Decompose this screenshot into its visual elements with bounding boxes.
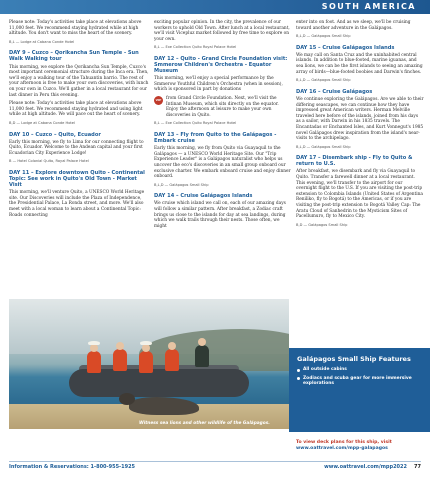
- vip-note: [154, 96, 292, 118]
- day-12-text: This morning, we'll enjoy a special performance by the Smmerow Youthful Children's Orchestra (when in session), which is sponsored in part by donations: [154, 76, 283, 93]
- bullet-icon: [297, 369, 300, 372]
- sea-lion-body: [129, 397, 199, 415]
- features-list: [297, 367, 422, 387]
- feature-item: [297, 367, 422, 373]
- intro-paragraph: Please note: Today's activities take place at elevations above 11,000 feet. We recommend staying hydrated while at high altitude. You don't want to miss the heart of the scenery.: [9, 20, 142, 37]
- passenger-hat: [88, 341, 100, 345]
- features-title: Galápagos Small Ship Features: [297, 355, 411, 363]
- day-10-heading: DAY 10 – Cuzco – Quito, Ecuador: [9, 131, 101, 138]
- photo-caption: Witness sea lions and other wildlife of the Galápagos.: [139, 421, 270, 426]
- meal-meta: B,L — Exe Collection Quito Royal Palace Hotel: [154, 45, 237, 50]
- reservations-phone[interactable]: Information & Reservations: 1-800-955-1925: [9, 464, 136, 470]
- feature-item: [297, 376, 422, 387]
- guide-head: [198, 338, 206, 346]
- intro-paragraph: enter into on foot. And as we sleep, we'll be cruising toward another adventure in the Galápagos.: [296, 20, 411, 31]
- galapagos-photo: [9, 299, 289, 429]
- passenger-head: [90, 344, 98, 352]
- column-3: [296, 20, 424, 233]
- day-14-text: We cruise which island we call on, each of our amazing days will follow a similar pattern. After breakfast, a Zodiac craft brings us close to the islands for day at sea landings, during which we walk trails through their nests. Those often, we might: [154, 201, 286, 229]
- deck-plans-link[interactable]: www.oattravel.com/mpp-galapagos: [296, 446, 388, 451]
- passenger-head: [142, 344, 150, 352]
- day-13-meta: B,L,D — Galápagos Small Ship: [154, 182, 209, 187]
- day-12-heading: DAY 12 – Quito - Grand Circle Foundation visit: Smmerow Children's Orchestra - Equator Museum: [154, 55, 288, 75]
- passenger-figure: [113, 349, 127, 371]
- day-17-text: After breakfast, we disembark and fly via Guayaquil to Quito. Transfer a farewell dinner at a local restaurant. This evening, we'll transfer to the airport for our overnight flight to the U.S. If you are visiting the post-trip extension to Colombia Islands (United States of Argentina Reniliko, fly to Bogotá) to the Americas, or if you are visiting the post-trip extension to Bogotá Valley Cap: The Aratu Cloud of Sanhedrin to the Mysticism Sites of Pacellumuro, fly to Mexico City.: [296, 169, 423, 220]
- day-11-text: This morning, we'll venture Quito, a UNESCO World Heritage site. Our Discoveries will include the Plaza of Independence, the Presidential Palace, La Ronda street, and more. We'll also meet with a local woman to learn about a Continental Topic: Roads connecting: [9, 190, 145, 218]
- meal-meta: B,L — Lodge at Cabana Conde Hotel: [9, 39, 75, 44]
- column-2: [154, 20, 292, 232]
- feature-label: Zodiacs and scuba gear for more immersive explorations: [303, 375, 412, 387]
- day-12-meta: B,L — Exe Collection Quito Royal Palace Hotel: [154, 121, 237, 126]
- deck-plans-cta: [296, 440, 424, 452]
- meal-meta: B,L,D — Galápagos Small Ship: [296, 34, 351, 39]
- day-16-text: We continue exploring the Galápagos. Are we able to their differing seascapes, we can continue how they have impressed great American writers. Herman Melville traveled here before of the islands, joined from his days as a sailor, with Darwin in his 1835 travels. The Encantadas or Enchanted Isles, and Kurt Vonnegut's 1985 novel Galápagos drew inspiration from the island's near-visits to the archipelago.: [296, 96, 424, 142]
- page-footer: [9, 464, 421, 474]
- bullet-icon: [297, 377, 300, 380]
- zodiac-boat: [69, 369, 249, 397]
- day-13-heading: DAY 13 – Fly from Quito to the Galápagos - Embark cruise: [154, 132, 277, 145]
- day-11-heading: DAY 11 – Explore downtown Quito - Continental Topic: See work in Quito's Old Town - Market Visit: [9, 169, 145, 189]
- feature-label: All outside cabins: [303, 367, 347, 372]
- region-label: SOUTH AMERICA: [321, 2, 416, 11]
- website-link[interactable]: www.oattravel.com/mpp2022: [324, 464, 407, 470]
- day-15-meta: B,L,D — Galápagos Small Ship: [296, 78, 351, 83]
- day-16-meta: B,L,D — Galápagos Small Ship: [296, 144, 351, 149]
- day-16-heading: DAY 16 – Cruise Galápagos: [296, 88, 373, 95]
- day-15-heading: DAY 15 – Cruise Galápagos Islands: [296, 44, 395, 51]
- column-1: [9, 20, 149, 221]
- day-9-heading: DAY 9 – Cuzco – Qorikancha Sun Temple - Sun Walk Walking tour: [9, 50, 139, 63]
- cta-text: To view deck plans for this ship, visit: [296, 440, 392, 445]
- passenger-figure: [139, 351, 153, 373]
- intro-paragraph: exciting popular opinion. In the city, the prevalence of our workers to uphold Old Town. After lunch at a local restaurant, we'll visit Vicepluz market followed by free time to explore on your own.: [154, 20, 290, 42]
- passenger-figure: [165, 349, 179, 371]
- day-13-text: Early this morning, we fly from Quito via Guayaquil to the Galápagos — a UNESCO World Heritage Site. Our "Trip Experience Leader" is a Galápagos naturalist who helps us uncover the eco's discoveries in an small group onboard our exclusive charter. We embark onboard cruise and enjoy dinner onboard.: [154, 146, 291, 180]
- page-number: 77: [414, 464, 421, 470]
- ship-features-box: [289, 348, 430, 432]
- passenger-head: [116, 342, 124, 350]
- passenger-figure: [87, 351, 101, 373]
- day-10-text: Early this morning, we fly to Lima for our connecting flight to Quito, Ecuador. Welcome to the Andean capital and your first Ecuadorian City Experience Lodge!: [9, 139, 144, 156]
- day-10-meta: B — Hotel Colonial Quito, Royal Palace Hotel: [9, 159, 89, 164]
- day-15-text: We may call on Santa Cruz and the uninhabited central islands. In addition to blue-footed, marine iguanas, and sea lions, we can be the first islands to seeing an amazing array of birds—blue-footed boobies and Darwin's finches.: [296, 52, 423, 75]
- passenger-head: [168, 342, 176, 350]
- passenger-hat: [140, 341, 152, 345]
- guide-figure: [195, 345, 209, 367]
- footer-divider: [9, 461, 421, 462]
- foundation-badge-icon: VIP: [154, 96, 163, 105]
- header-band: [0, 0, 430, 14]
- vip-text: from Grand Circle Foundation. Next, we'll visit the Intinan Museum, which sits directly on the equator. Enjoy the afternoon at leisure to make your own discoveries in Quito.: [166, 96, 279, 118]
- sea-lion-head: [119, 393, 135, 405]
- day-14-heading: DAY 14 – Cruise Galápagos Islands: [154, 193, 253, 200]
- day-17-heading: DAY 17 – Disembark ship - Fly to Quito & return to U.S.: [296, 155, 413, 168]
- day-9-note: Please note: Today's activities take place at elevations above 11,000 feet. We recommend staying hydrated and using light while at high altitude. We will pace out the heart of scenery.: [9, 101, 143, 118]
- day-17-meta: B,D — Galápagos Small Ship: [296, 222, 348, 227]
- day-9-meta: B,D — Lodge at Cabana Conde Hotel: [9, 120, 76, 125]
- day-9-text: This morning, we explore the Qorikancha Sun Temple, Cuzco's most important ceremonial structure during the Inca era. Then, we'll enjoy a walking tour of the Tahuantin barrio. The rest of your afternoon is free to make your own discoveries, with lunch on your own in Cuzco. We'll gather in a local restaurant for our last dinner in Peru this evening.: [9, 64, 149, 98]
